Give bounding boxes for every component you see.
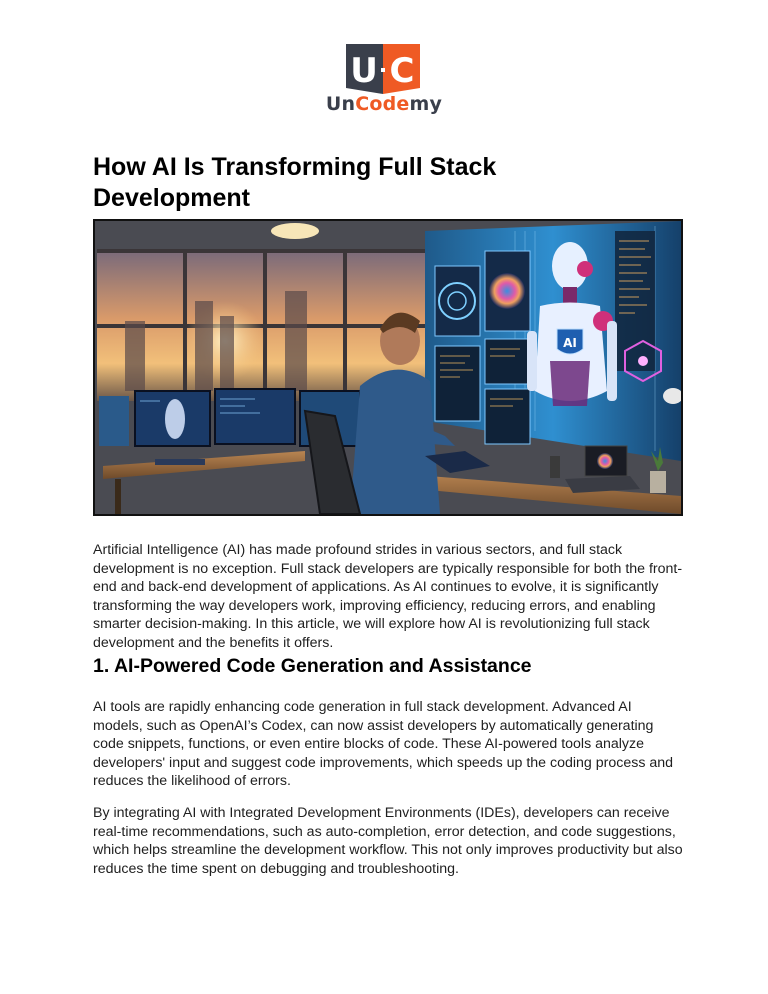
- brand-name-part1: Un: [325, 93, 356, 115]
- section-paragraph: AI tools are rapidly enhancing code generation in full stack development. Advanced AI models, such as OpenAI’s Codex, can now assist developers by automatically generating code snippets, functions, or even entire blocks of code. These AI-powered tools analyze developers' input and suggest code improvements, which speeds up the coding process and reduces the likelihood of errors.: [93, 699, 674, 790]
- hero-image: [93, 219, 683, 516]
- brand-name-part2: Code: [355, 93, 410, 115]
- svg-text:U: U: [350, 51, 378, 91]
- uc-logo-mark-icon: [346, 44, 420, 94]
- svg-text:AI: AI: [563, 336, 577, 350]
- brand-wordmark: [322, 93, 446, 115]
- intro-paragraph: Artificial Intelligence (AI) has made profound strides in various sectors, and full stack development is no exception. Full stack developers are typically responsible for both the front-end and back-end development of applications. As AI continues to evolve, it is significantly transforming the way developers work, improving efficiency, reducing errors, and enabling smarter decision-making. In this article, we will explore how AI is revolutionizing full stack development and the benefits it offers.: [93, 542, 683, 651]
- svg-text:C: C: [389, 51, 415, 91]
- developer-ai-illustration: [95, 221, 681, 514]
- section-heading-code-generation: 1. AI-Powered Code Generation and Assistance: [93, 655, 532, 677]
- section-paragraph: By integrating AI with Integrated Development Environments (IDEs), developers can receive real-time recommendations, such as auto-completion, error detection, and code suggestions, which helps streamline the development workflow. This not only improves productivity but also reduces the time spent on debugging and troubleshooting.: [93, 805, 683, 877]
- article-title: How AI Is Transforming Full Stack Development: [93, 153, 497, 212]
- brand-name-part3: my: [409, 93, 443, 115]
- uncodemy-logo: [322, 44, 446, 120]
